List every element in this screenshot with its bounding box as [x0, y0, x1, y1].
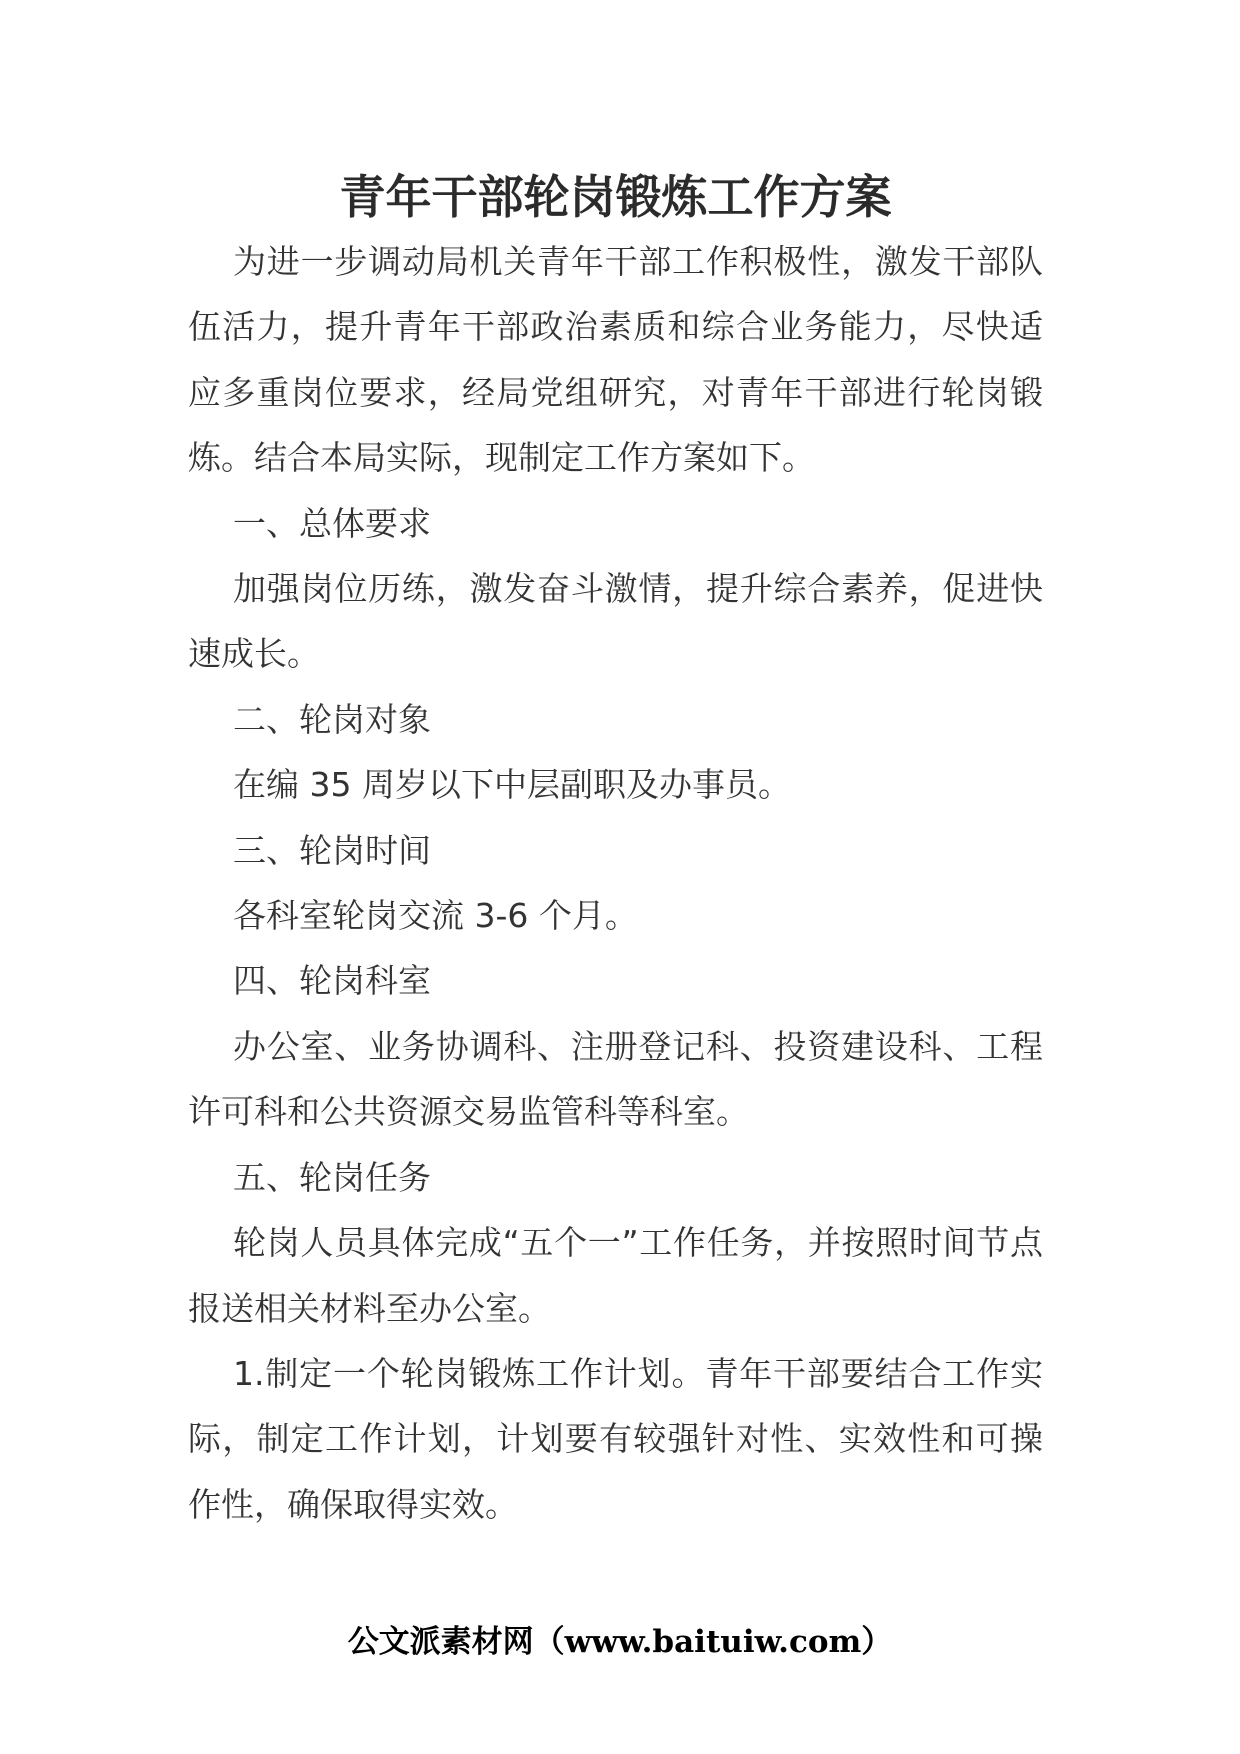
section-content-rotation-targets: 在编 35 周岁以下中层副职及办事员。 [233, 765, 791, 805]
section-heading-rotation-time: 三、轮岗时间 [233, 830, 431, 870]
footer-watermark: 公文派素材网（www.baituiw.com） [347, 1624, 893, 1660]
section-content-rotation-departments: 办公室、业务协调科、注册登记科、投资建设科、工程许可科和公共资源交易监管科等科室。 [188, 1026, 1043, 1132]
section-heading-general-requirements: 一、总体要求 [233, 503, 431, 543]
section-content-general-requirements: 加强岗位历练，激发奋斗激情，提升综合素养，促进快速成长。 [188, 569, 1043, 674]
intro-paragraph: 为进一步调动局机关青年干部工作积极性，激发干部队伍活力，提升青年干部政治素质和综合业务能力，尽快适应多重岗位要求，经局党组研究，对青年干部进行轮岗锻炼。结合本局实际，现制定工作方案如下。 [188, 242, 1043, 478]
document-title: 青年干部轮岗锻炼工作方案 [339, 170, 892, 224]
section-heading-rotation-departments: 四、轮岗科室 [233, 961, 431, 1001]
section-heading-rotation-tasks: 五、轮岗任务 [233, 1157, 431, 1197]
section-heading-rotation-targets: 二、轮岗对象 [233, 699, 431, 739]
section-content-rotation-tasks: 轮岗人员具体完成“五个一”工作任务，并按照时间节点报送相关材料至办公室。 [188, 1223, 1043, 1328]
task-item-1: 1.制定一个轮岗锻炼工作计划。青年干部要结合工作实际，制定工作计划，计划要有较强针对性、实效性和可操作性，确保取得实效。 [188, 1353, 1043, 1524]
document-body [188, 229, 1043, 1537]
section-content-rotation-time: 各科室轮岗交流 3-6 个月。 [233, 896, 638, 936]
